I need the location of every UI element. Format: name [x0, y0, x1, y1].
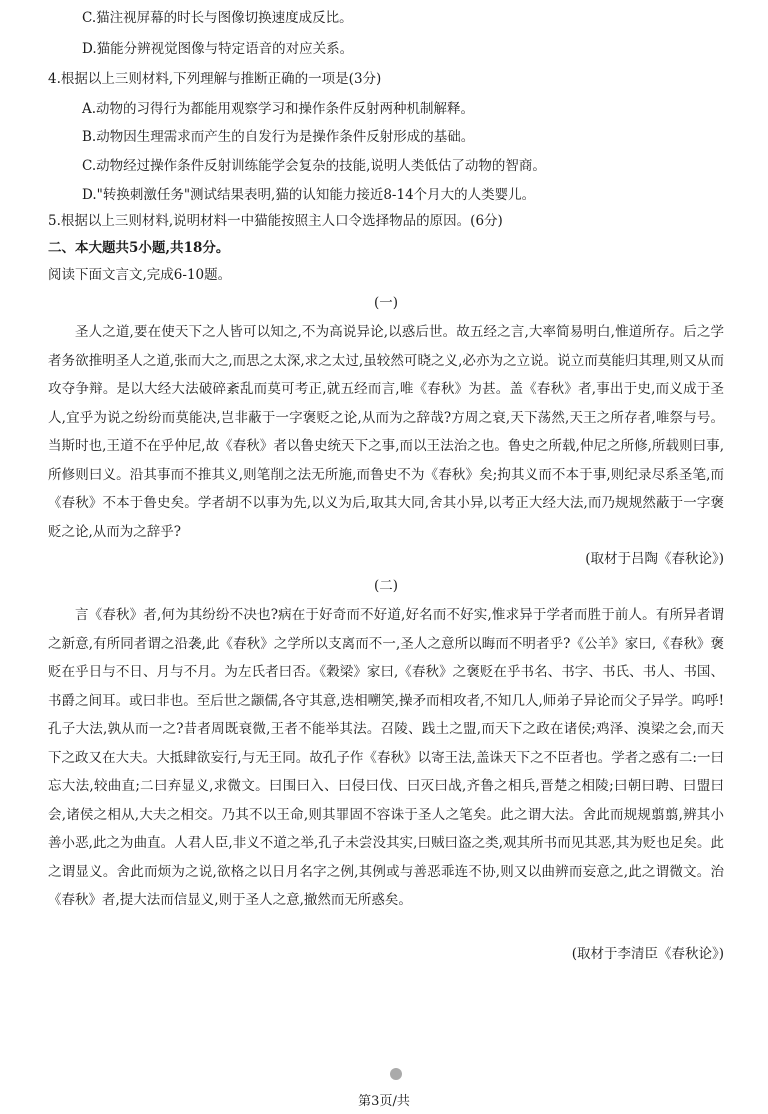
passage-2-body — [48, 601, 724, 939]
q4-option-c: C.动物经过操作条件反射训练能学会复杂的技能,说明人类低估了动物的智商。 — [82, 158, 546, 174]
q4-option-a: A.动物的习得行为都能用观察学习和操作条件反射两种机制解释。 — [82, 101, 475, 117]
question-4-stem: 4.根据以上三则材料,下列理解与推断正确的一项是(3分) — [48, 71, 382, 87]
question-5: 5.根据以上三则材料,说明材料一中猫能按照主人口令选择物品的原因。(6分) — [48, 213, 503, 229]
passage-2-source: (取材于李清臣《春秋论》) — [571, 946, 724, 962]
q3-option-c: C.猫注视屏幕的时长与图像切换速度成反比。 — [82, 10, 353, 26]
q4-option-b: B.动物因生理需求而产生的自发行为是操作条件反射形成的基础。 — [82, 129, 475, 145]
q3-option-d: D.猫能分辨视觉图像与特定语音的对应关系。 — [82, 41, 354, 57]
section-2-heading: 二、本大题共5小题,共18分。 — [48, 240, 230, 256]
passage-2-text: 言《春秋》者,何为其纷纷不决也?病在于好奇而不好道,好名而不好实,惟求异于学者而胜于前人。有所异者谓之新意,有所同者谓之沿袭,此《春秋》之学所以支离而不一,圣人之意所以晦而不明者乎?《公羊》家曰,《春秋》褒贬在乎日与不日、月与不月。为左氏者曰否。《穀梁》家曰,《春秋》之褒贬在乎书名、书字、书氏、书人、书国、书爵之间耳。或曰非也。至后世之颛儒,各守其意,迭相嗍笑,操矛而相攻者,不知几人,师弟子异论而父子异学。呜呼!孔子大法,孰从而一之?昔者周既衰微,王者不能举其法。召陵、践土之盟,而天下之政在诸侯;鸡泽、溴梁之会,而天下之政又在大夫。大抵肆欲妄行,与无王同。故孔子作《春秋》以寄王法,盖诛天下之不臣者也。学者之惑有二:一曰忘大法,较曲直;二曰弃显义,求微文。曰围曰入、曰侵曰伐、曰灭曰战,齐鲁之相兵,晋楚之相陵;曰朝曰聘、曰盟曰会,诸侯之相从,大夫之相交。乃其不以王命,则其罪固不容诛于圣人之笔矣。此之谓大法。舍此而规规翦翦,辨其小善小恶,此之为曲直。人君人臣,非义不道之举,孔子未尝没其实,曰贼曰盗之类,观其所书而见其恶,其为贬也足矣。此之谓显义。舍此而烦为之说,欲格之以日月名字之例,其例或与善恶乖连不协,则又以曲辨而妄意之,此之谓微文。治《春秋》者,提大法而信显义,则于圣人之意,撤然而无所惑矣。 — [48, 607, 724, 908]
passage-1-source: (取材于吕陶《春秋论》) — [585, 551, 724, 567]
q4-option-d: D."转换刺激任务"测试结果表明,猫的认知能力接近8-14个月大的人类婴儿。 — [82, 187, 536, 203]
section-2-instruction: 阅读下面文言文,完成6-10题。 — [48, 267, 232, 283]
passage-1-title: (一) — [373, 295, 399, 311]
passage-2-title: (二) — [373, 578, 399, 594]
watermark-dot-icon — [390, 1068, 402, 1080]
page-number: 第3页/共 — [358, 1094, 410, 1109]
passage-1-body — [48, 318, 724, 542]
passage-1-text: 圣人之道,要在使天下之人皆可以知之,不为高说异论,以惑后世。故五经之言,大率简易明白,惟道所存。后之学者务欲推明圣人之道,张而大之,而思之太深,求之太过,虽较然可晓之义,必亦为之立说。说立而莫能归其理,则又从而攻夺争辩。是以大经大法破碎紊乱而莫可考正,就五经而言,唯《春秋》为甚。盖《春秋》者,事出于史,而义成于圣人,宜乎为说之纷纷而莫能决,岂非蔽于一字褒贬之论,从而为之辞哉?方周之衰,天下荡然,天王之所存者,唯祭与号。当斯时也,王道不在乎仲尼,故《春秋》者以鲁史统天下之事,而以王法治之也。鲁史之所载,仲尼之所修,所载则曰事,所修则曰义。沿其事而不推其义,则笔削之法无所施,而鲁史不为《春秋》矣;拘其义而不本于事,则纪录尽系圣笔,而《春秋》不本于鲁史矣。学者胡不以事为先,以义为后,取其大同,舍其小异,以考正大经大法,而乃规规然蔽于一字褒贬之论,从而为之辞乎? — [48, 324, 724, 540]
